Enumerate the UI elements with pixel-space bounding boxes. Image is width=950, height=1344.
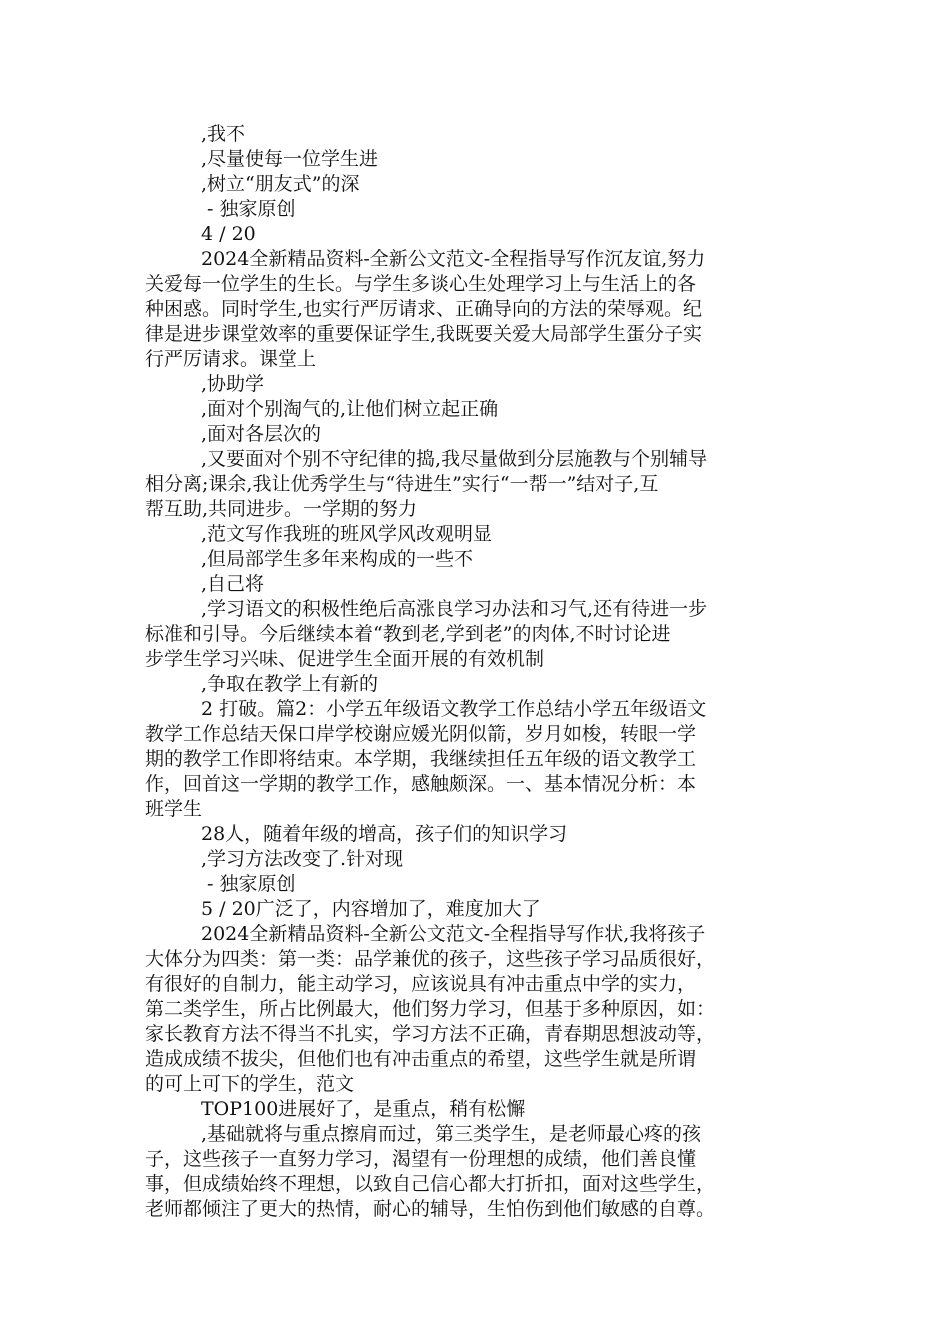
text-line: ,面对个别淘气的,让他们树立起正确 — [201, 398, 499, 420]
text-line: 5 / 20广泛了，内容增加了，难度加大了 — [201, 898, 541, 920]
text-line: 第二类学生，所占比例最大，他们努力学习，但基于多种原因，如： — [145, 998, 716, 1020]
text-line: 作，回首这一学期的教学工作，感触颇深。一、基本情况分析：本 — [145, 773, 697, 795]
text-line: 期的教学工作即将结束。本学期，我继续担任五年级的语文教学工 — [145, 748, 697, 770]
text-line: 事，但成绩始终不理想，以致自己信心都大打折扣，面对这些学生， — [145, 1173, 716, 1195]
text-line: ,尽量使每一位学生进 — [201, 148, 379, 170]
text-line: 2024全新精品资料-全新公文范文-全程指导写作状,我将孩子 — [201, 923, 706, 945]
text-line: 关爱每一位学生的生长。与学生多谈心生处理学习上与生活上的各 — [145, 273, 697, 295]
text-line: - 独家原创 — [201, 873, 296, 895]
text-line: 4 / 20 — [201, 223, 256, 245]
text-line: 子，这些孩子一直努力学习，渴望有一份理想的成绩，他们善良懂 — [145, 1148, 697, 1170]
text-line: 的可上可下的学生，范文 — [145, 1073, 355, 1095]
text-line: 相分离;课余,我让优秀学生与“待进生”实行“一帮一”结对子,互 — [145, 473, 659, 495]
text-line: 律是进步课堂效率的重要保证学生,我既要关爱大局部学生蛋分子实 — [145, 323, 703, 345]
text-line: ,争取在教学上有新的 — [201, 673, 379, 695]
text-line: 造成成绩不拔尖，但他们也有冲击重点的希望，这些学生就是所谓 — [145, 1048, 697, 1070]
text-line: 标准和引导。今后继续本着“教到老,学到老”的肉体,不时讨论进 — [145, 623, 671, 645]
text-line: 步学生学习兴味、促进学生全面开展的有效机制 — [145, 648, 545, 670]
text-line: ,树立“朋友式”的深 — [201, 173, 360, 195]
document-body — [145, 122, 825, 1222]
text-line: ,范文写作我班的班风学风改观明显 — [201, 523, 493, 545]
text-line: ,协助学 — [201, 373, 265, 395]
text-line: ,学习语文的积极性绝后高涨良学习办法和习气,还有待进一步 — [201, 598, 708, 620]
text-line: TOP100进展好了，是重点，稍有松懈 — [201, 1098, 526, 1120]
text-line: 有很好的自制力，能主动学习，应该说具有冲击重点中学的实力， — [145, 973, 697, 995]
text-line: - 独家原创 — [201, 198, 296, 220]
text-line: 28人，随着年级的增高，孩子们的知识学习 — [201, 823, 568, 845]
text-line: ,自己将 — [201, 573, 265, 595]
text-line: 教学工作总结天保口岸学校谢应媛光阴似箭，岁月如梭，转眼一学 — [145, 723, 697, 745]
text-line: 2024全新精品资料-全新公文范文-全程指导写作沉友谊,努力 — [201, 248, 706, 270]
text-line: 行严厉请求。课堂上 — [145, 348, 317, 370]
text-line: 大体分为四类：第一类：品学兼优的孩子，这些孩子学习品质很好， — [145, 948, 716, 970]
text-line: 种困惑。同时学生,也实行严厉请求、正确导向的方法的荣辱观。纪 — [145, 298, 703, 320]
text-line: 班学生 — [145, 798, 203, 820]
text-line: ,我不 — [201, 123, 246, 145]
text-line: ,但局部学生多年来构成的一些不 — [201, 548, 474, 570]
text-line: 老师都倾注了更大的热情，耐心的辅导，生怕伤到他们敏感的自尊。 — [145, 1198, 716, 1220]
text-line: 2 打破。篇2：小学五年级语文教学工作总结小学五年级语文 — [201, 698, 707, 720]
text-line: ,又要面对个别不守纪律的捣,我尽量做到分层施教与个别辅导 — [201, 448, 708, 470]
text-line: 帮互助,共同进步。一学期的努力 — [145, 498, 418, 520]
text-line: ,基础就将与重点擦肩而过，第三类学生，是老师最心疼的孩 — [201, 1123, 702, 1145]
text-line: 家长教育方法不得当不扎实，学习方法不正确，青春期思想波动等， — [145, 1023, 716, 1045]
text-line: ,面对各层次的 — [201, 423, 322, 445]
text-line: ,学习方法改变了.针对现 — [201, 848, 404, 870]
